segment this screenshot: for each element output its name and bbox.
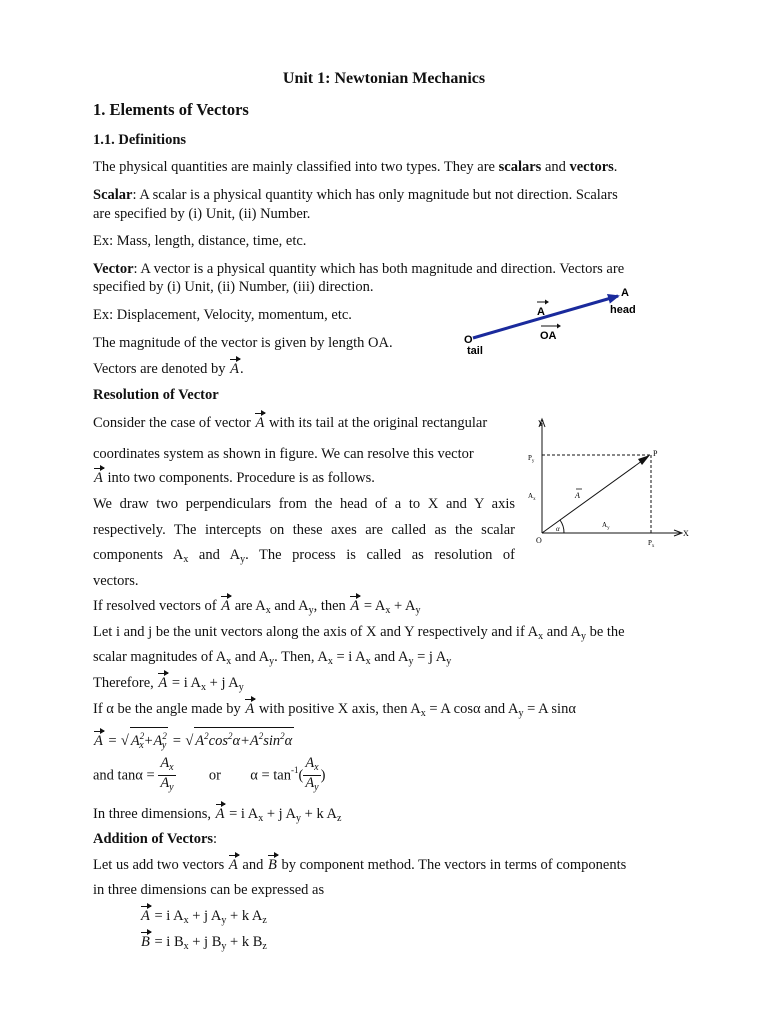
addition-line-2: in three dimensions can be expressed as (93, 882, 325, 898)
vector-oa-overarrow-head (557, 324, 561, 329)
tail-letter: O (464, 334, 473, 346)
resolution-figure (520, 415, 695, 555)
therefore-eq: Therefore, A = i $A_x + j$ $A_y$ (93, 675, 244, 693)
three-dim-eq: In three dimensions, A = i $A_x + j$ $A_y + k$ $A_z$ (93, 806, 342, 824)
py-label: $P_y$ (528, 454, 535, 464)
vector-notation-text: Vectors are denoted by A. (93, 361, 244, 377)
angle-eq: If α be the angle made by A with positive X axis, then $A_x = A$ cosα and $A_y = A$ sinα (93, 701, 576, 719)
resolution-line-7: vectors. (93, 573, 139, 589)
resolution-line-3: A into two components. Procedure is as follows. (94, 470, 375, 486)
tan-fraction: $\frac{A_x}{A_y}$ (160, 755, 174, 793)
origin-label: O (536, 536, 542, 545)
addition-line-1: Let us add two vectors A and B by component method. The vectors in terms of components (93, 857, 627, 873)
resolved-vectors-eq: If resolved vectors of A are $A_x$ and $A_y$, then $A = A_x + A_y$ (93, 598, 421, 616)
scalar-definition: Scalar: A scalar is a physical quantity which has only magnitude but not direction. Scalars (93, 187, 618, 203)
scalar-example: Ex: Mass, length, distance, time, etc. (93, 233, 307, 249)
resolution-line-4: We draw two perpendiculars from the head of a to X and Y axis (93, 496, 515, 512)
head-label: head (610, 304, 636, 316)
vector-a-overarrow-head (545, 300, 549, 305)
alpha-arc (560, 520, 564, 533)
y-axis-label: Y (538, 419, 544, 428)
resolution-vector (542, 458, 646, 533)
vector-b-components: B = i $B_x + j$ $B_y + k$ $B_z$ (141, 934, 267, 952)
ay-label: $A_y$ (602, 521, 610, 531)
resolution-line-1: Consider the case of vector A with its tail at the original rectangular (93, 415, 488, 431)
tan-eq: and tanα = $\frac{A_x}{A_y}$ or $\alpha = \tan^{-1}$( $\frac{A_x}{A_y}$ ) (93, 755, 326, 793)
vector-definition: Vector: A vector is a physical quantity which has both magnitude and direction. Vectors are (93, 261, 625, 277)
px-label: $P_x$ (648, 539, 655, 549)
addition-heading: Addition of Vectors: (93, 831, 218, 847)
resolution-vector-arrowhead (638, 455, 650, 465)
unit-vectors-line-1: Let i and j be the unit vectors along the axis of X and Y respectively and if $A_x$ and $A_y$ be the (93, 624, 625, 642)
resolution-heading: Resolution of Vector (93, 387, 219, 403)
subsection-heading: 1.1. Definitions (93, 132, 187, 148)
vector-oa-label: OA (540, 330, 557, 342)
vector-a-label: A (575, 491, 580, 500)
alpha-label: α (556, 525, 560, 533)
vector-a-components: A = i $A_x + j$ $A_y + k$ $A_z$ (141, 908, 267, 926)
intro-paragraph: The physical quantities are mainly classified into two types. They are scalars and vectors. (93, 159, 618, 175)
head-letter: A (621, 287, 629, 299)
vector-oa-figure (455, 282, 655, 362)
vector-example: Ex: Displacement, Velocity, momentum, etc. (93, 307, 352, 323)
tail-label: tail (467, 345, 483, 357)
ax-label: $A_x$ (528, 492, 536, 502)
resolution-line-6: components $A_x$ and $A_y$. The process is called as resolution of (93, 547, 516, 565)
vector-a-label: A (537, 306, 545, 318)
point-p-label: P (653, 449, 658, 458)
unit-vectors-line-2: scalar magnitudes of $A_x$ and $A_y$. Then, $A_x = i$ $A_x$ and $A_y = j$ $A_y$ (93, 649, 452, 667)
resolution-line-5: respectively. The intercepts on these axes are called as the scalar (93, 522, 515, 538)
atan-fraction: $\frac{A_x}{A_y}$ (305, 755, 319, 793)
vector-definition-cont: specified by (i) Unit, (ii) Number, (iii) direction. (93, 279, 374, 295)
scalar-definition-cont: are specified by (i) Unit, (ii) Number. (93, 206, 311, 222)
x-axis-label: X (683, 529, 689, 538)
page-title: Unit 1: Newtonian Mechanics (282, 70, 486, 87)
resolution-line-2: coordinates system as shown in figure. We can resolve this vector (93, 446, 474, 462)
section-heading: 1. Elements of Vectors (93, 100, 249, 119)
vector-magnitude-text: The magnitude of the vector is given by length OA. (93, 335, 393, 351)
magnitude-eq: A = √ $A^2_x+A^2_y$ = √ $A^2\cos^2\alpha+A^2\sin^2\alpha$ (93, 727, 294, 754)
